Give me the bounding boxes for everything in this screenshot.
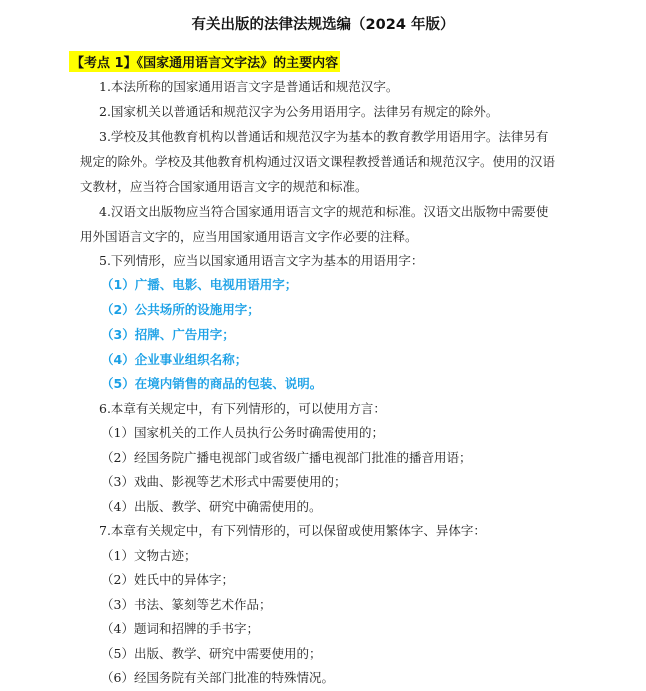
paragraph-5-item: （5）在境内销售的商品的包装、说明。 bbox=[101, 376, 323, 391]
paragraph-6-item: （1）国家机关的工作人员执行公务时确需使用的； bbox=[101, 425, 384, 440]
paragraph-6-item: （3）戏曲、影视等艺术形式中需要使用的； bbox=[101, 474, 347, 489]
paragraph-3-line-3: 文教材，应当符合国家通用语言文字的规范和标准。 bbox=[80, 179, 368, 194]
paragraph-5: 5.下列情形，应当以国家通用语言文字为基本的用语用字： bbox=[99, 253, 424, 268]
paragraph-4-line-1: 4.汉语文出版物应当符合国家通用语言文字的规范和标准。汉语文出版物中需要使 bbox=[99, 204, 549, 219]
paragraph-1: 1.本法所称的国家通用语言文字是普通话和规范汉字。 bbox=[99, 79, 399, 94]
paragraph-5-item: （4）企业事业组织名称； bbox=[101, 352, 248, 367]
document-title: 有关出版的法律法规选编（2024 年版） bbox=[191, 17, 455, 33]
paragraph-3-line-1: 3.学校及其他教育机构以普通话和规范汉字为基本的教育教学用语用字。法律另有 bbox=[99, 129, 549, 144]
paragraph-7: 7.本章有关规定中，有下列情形的，可以保留或使用繁体字、异体字： bbox=[99, 523, 486, 538]
paragraph-5-item: （2）公共场所的设施用字； bbox=[101, 302, 260, 317]
paragraph-7-item: （1）文物古迹； bbox=[101, 548, 197, 563]
paragraph-4-line-2: 用外国语言文字的，应当用国家通用语言文字作必要的注释。 bbox=[80, 229, 418, 244]
section-heading: 【考点 1】《国家通用语言文字法》的主要内容 bbox=[69, 51, 340, 72]
paragraph-7-item: （5）出版、教学、研究中需要使用的； bbox=[101, 646, 322, 661]
paragraph-7-item: （4）题词和招牌的手书字； bbox=[101, 621, 259, 636]
paragraph-7-item: （3）书法、篆刻等艺术作品； bbox=[101, 597, 272, 612]
paragraph-5-item: （1）广播、电影、电视用语用字； bbox=[101, 277, 298, 292]
paragraph-7-item: （6）经国务院有关部门批准的特殊情况。 bbox=[101, 670, 334, 685]
paragraph-6-item: （4）出版、教学、研究中确需使用的。 bbox=[101, 499, 322, 514]
paragraph-3-line-2: 规定的除外。学校及其他教育机构通过汉语文课程教授普通话和规范汉字。使用的汉语 bbox=[80, 154, 556, 169]
paragraph-2: 2.国家机关以普通话和规范汉字为公务用语用字。法律另有规定的除外。 bbox=[99, 104, 499, 119]
paragraph-6-item: （2）经国务院广播电视部门或省级广播电视部门批准的播音用语； bbox=[101, 450, 472, 465]
paragraph-6: 6.本章有关规定中，有下列情形的，可以使用方言： bbox=[99, 401, 386, 416]
paragraph-5-item: （3）招牌、广告用字； bbox=[101, 327, 235, 342]
paragraph-7-item: （2）姓氏中的异体字； bbox=[101, 572, 234, 587]
